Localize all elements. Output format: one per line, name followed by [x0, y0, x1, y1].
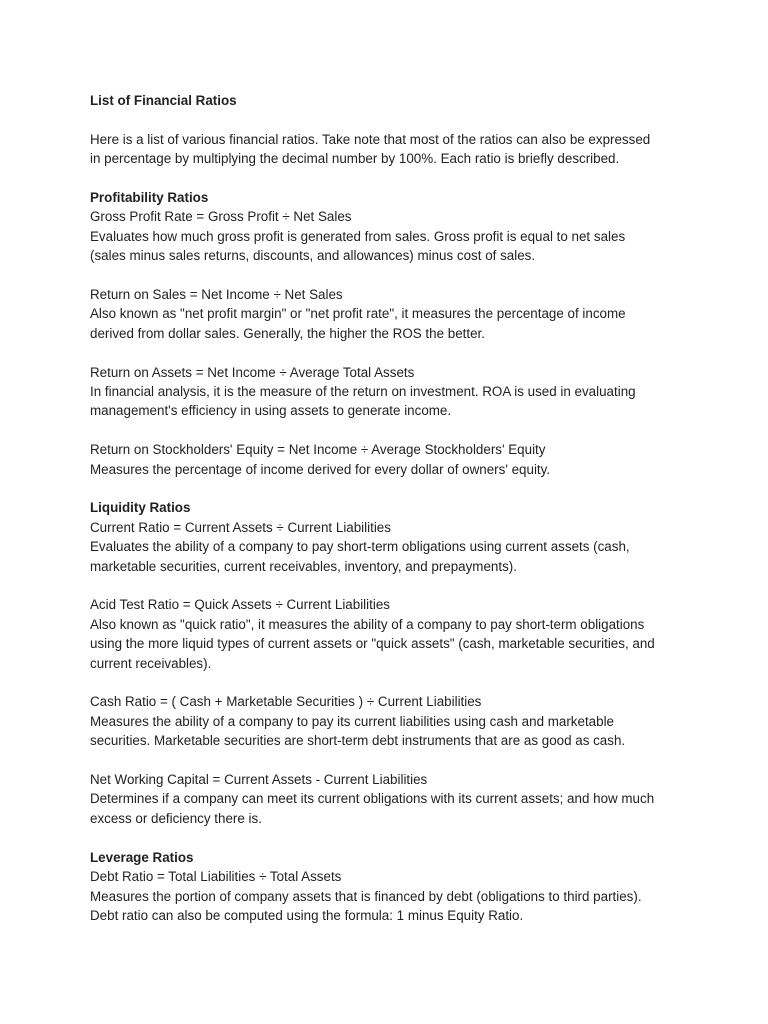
spacer	[90, 266, 740, 285]
document-title: List of Financial Ratios	[90, 93, 237, 108]
section-heading-liquidity: Liquidity Ratios	[90, 500, 191, 516]
ratio-description-line: Measures the percentage of income derived for every dollar of owners' equity.	[90, 461, 551, 477]
spacer	[90, 110, 740, 129]
ratio-description-line: securities. Marketable securities are short-term debt instruments that are as good as cash.	[90, 733, 626, 749]
spacer	[90, 828, 740, 847]
ratio-return-on-equity	[90, 440, 740, 479]
spacer	[90, 479, 740, 498]
ratio-debt-ratio	[90, 867, 740, 925]
ratio-description-line: Determines if a company can meet its current obligations with its current assets; and how much	[90, 791, 655, 807]
ratio-formula: Return on Assets = Net Income ÷ Average Total Assets	[90, 364, 415, 380]
spacer	[90, 673, 740, 692]
document-page	[90, 91, 740, 925]
ratio-description-line: marketable securities, current receivables, inventory, and prepayments).	[90, 558, 517, 574]
section-heading-profitability: Profitability Ratios	[90, 190, 209, 205]
ratio-formula: Return on Sales = Net Income ÷ Net Sales	[90, 287, 343, 303]
intro-line: Here is a list of various financial ratios. Take note that most of the ratios can also be expressed	[90, 131, 651, 147]
section-heading-leverage: Leverage Ratios	[90, 849, 194, 865]
intro-paragraph	[90, 130, 740, 169]
ratio-gross-profit-rate	[90, 207, 740, 265]
ratio-description-line: Debt ratio can also be computed using the formula: 1 minus Equity Ratio.	[90, 907, 524, 923]
ratio-description-line: derived from dollar sales. Generally, the higher the ROS the better.	[90, 325, 485, 341]
ratio-return-on-sales	[90, 285, 740, 343]
ratio-formula: Debt Ratio = Total Liabilities ÷ Total Assets	[90, 869, 342, 885]
ratio-formula: Current Ratio = Current Assets ÷ Current Liabilities	[90, 519, 391, 535]
ratio-description-line: current receivables).	[90, 655, 212, 671]
ratio-description-line: Also known as "quick ratio", it measures the ability of a company to pay short-term obligations	[90, 616, 645, 632]
ratio-description-line: using the more liquid types of current assets or "quick assets" (cash, marketable securities, and	[90, 636, 655, 652]
ratio-description-line: excess or deficiency there is.	[90, 810, 262, 826]
ratio-description-line: Measures the portion of company assets that is financed by debt (obligations to third parties).	[90, 888, 642, 904]
ratio-formula: Acid Test Ratio = Quick Assets ÷ Current Liabilities	[90, 597, 390, 613]
spacer	[90, 421, 740, 440]
ratio-formula: Net Working Capital = Current Assets - Current Liabilities	[90, 772, 428, 788]
ratio-acid-test	[90, 595, 740, 673]
ratio-current-ratio	[90, 518, 740, 576]
spacer	[90, 169, 740, 188]
intro-line: in percentage by multiplying the decimal number by 100%. Each ratio is briefly described.	[90, 151, 620, 167]
ratio-cash-ratio	[90, 692, 740, 750]
ratio-description-line: Evaluates how much gross profit is generated from sales. Gross profit is equal to net sales	[90, 228, 626, 244]
ratio-formula: Cash Ratio = ( Cash + Marketable Securities ) ÷ Current Liabilities	[90, 694, 482, 710]
ratio-description-line: Evaluates the ability of a company to pay short-term obligations using current assets (cash,	[90, 539, 630, 555]
spacer	[90, 576, 740, 595]
spacer	[90, 751, 740, 770]
ratio-description-line: management's efficiency in using assets to generate income.	[90, 403, 452, 419]
ratio-description-line: Measures the ability of a company to pay its current liabilities using cash and marketable	[90, 713, 614, 729]
spacer	[90, 343, 740, 362]
ratio-formula: Return on Stockholders' Equity = Net Income ÷ Average Stockholders' Equity	[90, 442, 546, 458]
ratio-return-on-assets	[90, 363, 740, 421]
ratio-description-line: (sales minus sales returns, discounts, and allowances) minus cost of sales.	[90, 248, 536, 264]
ratio-net-working-capital	[90, 770, 740, 828]
ratio-formula: Gross Profit Rate = Gross Profit ÷ Net Sales	[90, 209, 352, 225]
ratio-description-line: In financial analysis, it is the measure of the return on investment. ROA is used in evaluating	[90, 384, 636, 400]
ratio-description-line: Also known as "net profit margin" or "net profit rate", it measures the percentage of income	[90, 306, 626, 322]
